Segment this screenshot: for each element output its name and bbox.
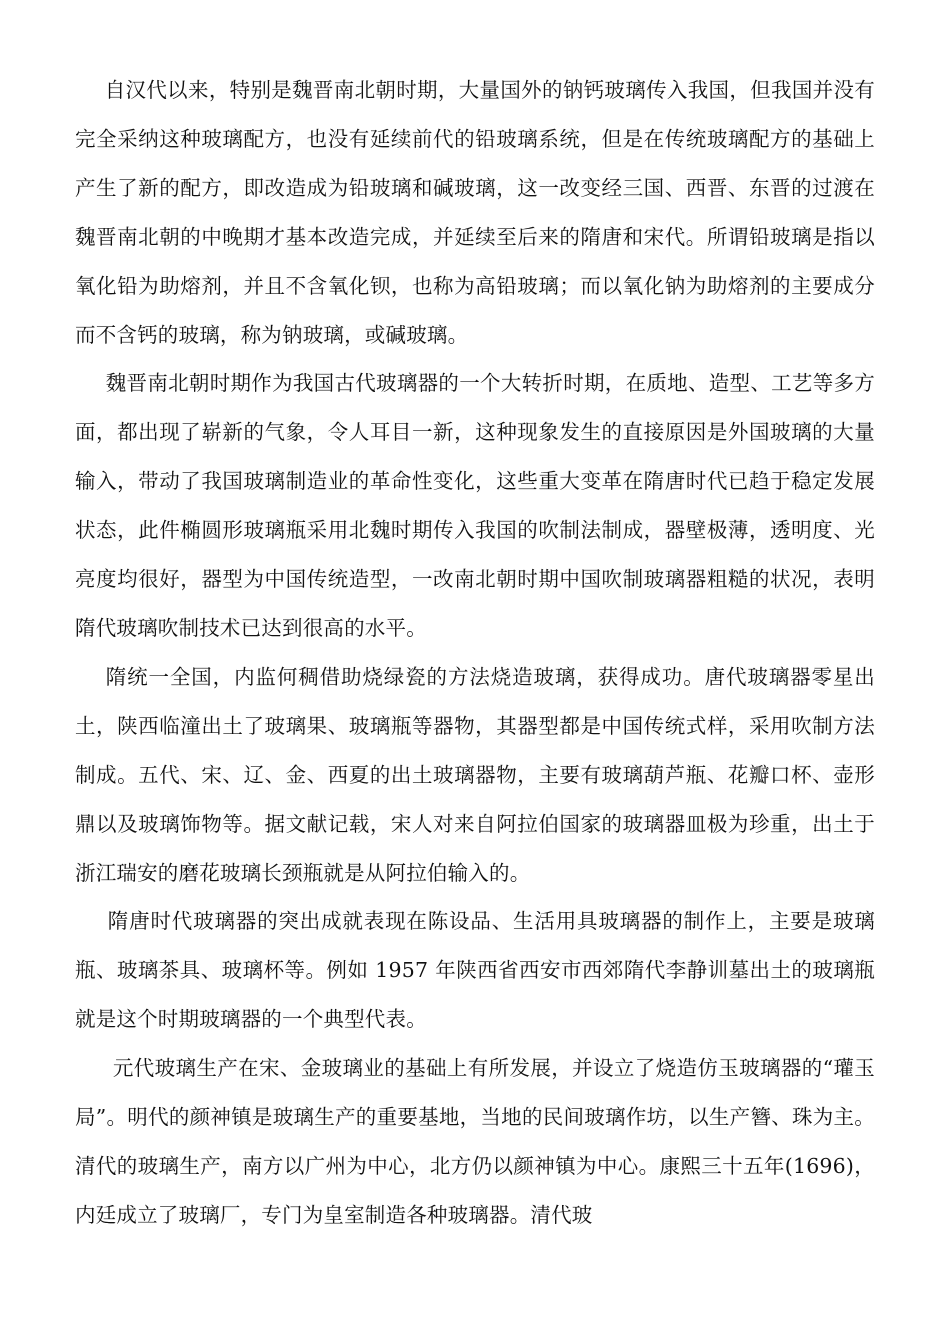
- paragraph-4: 隋唐时代玻璃器的突出成就表现在陈设品、生活用具玻璃器的制作上，主要是玻璃瓶、玻璃茶具、玻璃杯等。例如 1957 年陕西省西安市西郊隋代李静训墓出土的玻璃瓶就是这个时期玻璃器的一个典型代表。: [75, 909, 875, 1032]
- paragraph-1: 自汉代以来，特别是魏晋南北朝时期，大量国外的钠钙玻璃传入我国，但我国并没有完全采纳这种玻璃配方，也没有延续前代的铅玻璃系统，但是在传统玻璃配方的基础上产生了新的配方，即改造成为铅玻璃和碱玻璃，这一改变经三国、西晋、东晋的过渡在魏晋南北朝的中晚期才基本改造完成，并延续至后来的隋唐和宋代。所谓铅玻璃是指以氧化铅为助熔剂，并且不含氧化钡，也称为高铅玻璃；而以氧化钠为助熔剂的主要成分而不含钙的玻璃，称为钠玻璃，或碱玻璃。: [75, 78, 875, 347]
- paragraph-3: 隋统一全国，内监何稠借助烧绿瓷的方法烧造玻璃，获得成功。唐代玻璃器零星出土，陕西临潼出土了玻璃果、玻璃瓶等器物，其器型都是中国传统式样，采用吹制方法制成。五代、宋、辽、金、西夏的出土玻璃器物，主要有玻璃葫芦瓶、花瓣口杯、壶形鼎以及玻璃饰物等。据文献记载，宋人对来自阿拉伯国家的玻璃器皿极为珍重，出土于浙江瑞安的磨花玻璃长颈瓶就是从阿拉伯输入的。: [75, 664, 875, 885]
- paragraph-5: 元代玻璃生产在宋、金玻璃业的基础上有所发展，并设立了烧造仿玉玻璃器的“瓘玉局”。明代的颜神镇是玻璃生产的重要基地，当地的民间玻璃作坊，以生产簪、珠为主。清代的玻璃生产，南方以广州为中心，北方仍以颜神镇为中心。康熙三十五年(1696)，内廷成立了玻璃厂，专门为皇室制造各种玻璃器。清代玻: [75, 1056, 875, 1227]
- document-body: [75, 66, 875, 1240]
- paragraph-2: 魏晋南北朝时期作为我国古代玻璃器的一个大转折时期，在质地、造型、工艺等多方面，都出现了崭新的气象，令人耳目一新，这种现象发生的直接原因是外国玻璃的大量输入，带动了我国玻璃制造业的革命性变化，这些重大变革在隋唐时代已趋于稳定发展状态，此件椭圆形玻璃瓶采用北魏时期传入我国的吹制法制成，器壁极薄，透明度、光亮度均很好，器型为中国传统造型，一改南北朝时期中国吹制玻璃器粗糙的状况，表明隋代玻璃吹制技术已达到很高的水平。: [75, 371, 875, 640]
